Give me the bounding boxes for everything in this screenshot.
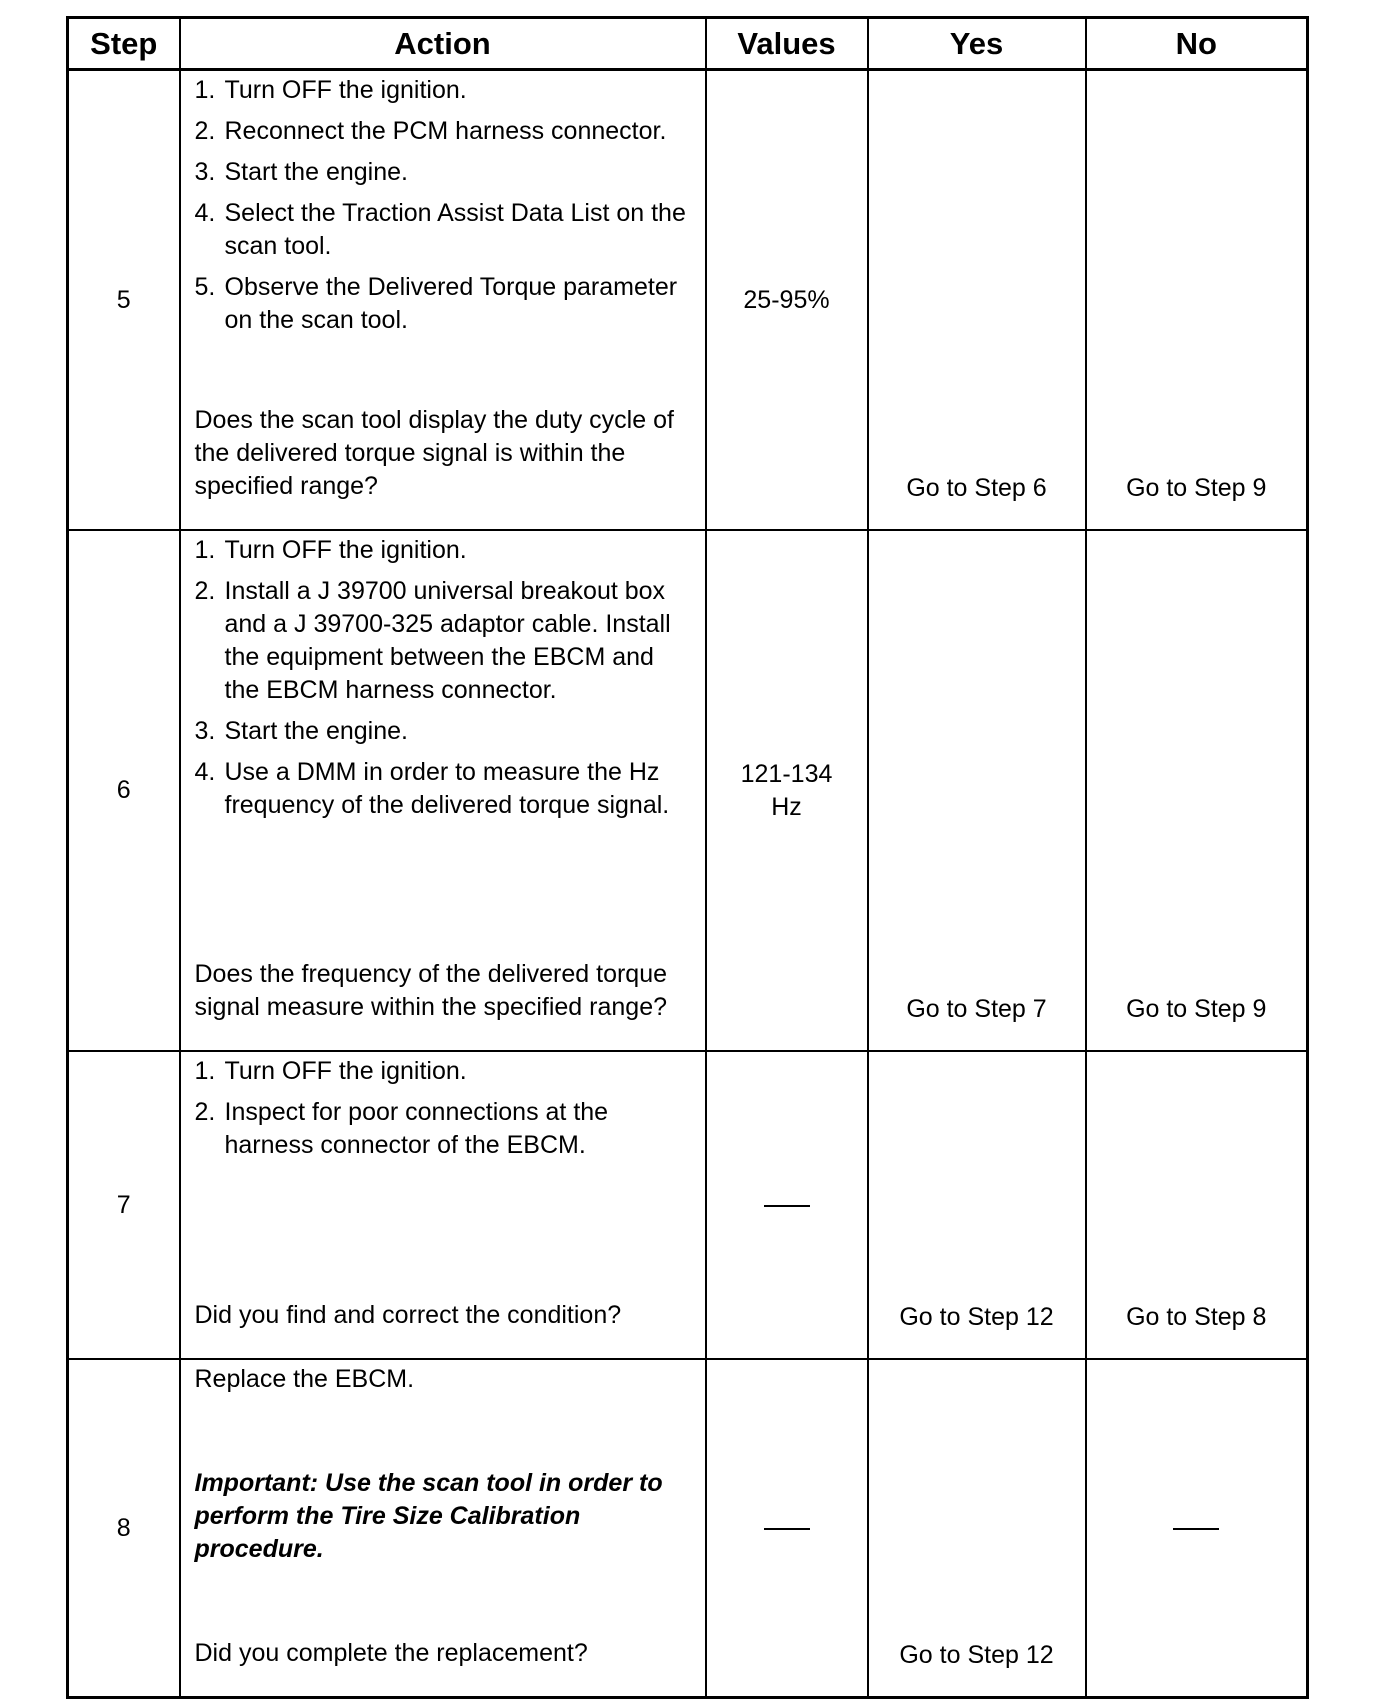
dash-placeholder: [1173, 1528, 1219, 1530]
no-cell: Go to Step 9: [1086, 530, 1308, 1051]
list-item: 2. Inspect for poor connections at the harness connector of the EBCM.: [194, 1098, 609, 1159]
step-number: 5: [68, 70, 180, 531]
header-values: Values: [706, 18, 868, 70]
list-item: 4. Use a DMM in order to measure the Hz frequency of the delivered torque signal.: [194, 758, 670, 819]
action-cell: [180, 70, 706, 531]
yes-cell: Go to Step 7: [868, 530, 1086, 1051]
list-item: 4. Select the Traction Assist Data List on the scan tool.: [194, 199, 686, 260]
list-item: 1. Turn OFF the ignition.: [194, 536, 467, 564]
list-item: 2. Reconnect the PCM harness connector.: [194, 117, 667, 145]
list-item: 5. Observe the Delivered Torque parameter on the scan tool.: [194, 273, 678, 334]
action-text: Replace the EBCM.: [194, 1365, 415, 1393]
header-action: Action: [180, 18, 706, 70]
header-step: Step: [68, 18, 180, 70]
value-line: 121-134: [740, 759, 833, 788]
important-note: Important: Use the scan tool in order to perform the Tire Size Calibration procedure.: [194, 1469, 663, 1563]
question-text: Did you find and correct the condition?: [194, 1301, 622, 1329]
table-row-step-8: [68, 1359, 1308, 1698]
dash-placeholder: [764, 1528, 810, 1530]
step-number: 7: [68, 1051, 180, 1359]
list-item: 1. Turn OFF the ignition.: [194, 76, 467, 104]
no-cell: [1086, 1359, 1308, 1698]
yes-cell: Go to Step 6: [868, 70, 1086, 531]
yes-cell: Go to Step 12: [868, 1359, 1086, 1698]
no-cell: Go to Step 8: [1086, 1051, 1308, 1359]
yes-cell: Go to Step 12: [868, 1051, 1086, 1359]
list-item: 2. Install a J 39700 universal breakout box and a J 39700-325 adaptor cable. Install the equipment between the EBCM and the EBCM harness connector.: [194, 577, 671, 704]
instruction-list: [195, 1055, 695, 1170]
header-no: No: [1086, 18, 1308, 70]
list-item: 3. Start the engine.: [194, 158, 408, 186]
question-text: Does the frequency of the delivered torque signal measure within the specified range?: [194, 960, 668, 1021]
diagnostic-table: [66, 16, 1309, 1699]
dash-placeholder: [764, 1205, 810, 1207]
action-cell: [180, 1359, 706, 1698]
instruction-list: [195, 74, 695, 345]
value-cell: [706, 530, 868, 1051]
step-number: 6: [68, 530, 180, 1051]
table-row-step-6: [68, 530, 1308, 1051]
list-item: 3. Start the engine.: [194, 717, 408, 745]
value-cell: [706, 1051, 868, 1359]
action-cell: [180, 1051, 706, 1359]
no-cell: Go to Step 9: [1086, 70, 1308, 531]
value-unit: Hz: [771, 792, 802, 821]
question-text: Does the scan tool display the duty cycle of the delivered torque signal is within the specified range?: [194, 406, 674, 500]
table-row-step-5: [68, 70, 1308, 531]
value-cell: 25-95%: [706, 70, 868, 531]
header-yes: Yes: [868, 18, 1086, 70]
action-cell: [180, 530, 706, 1051]
question-text: Did you complete the replacement?: [194, 1639, 588, 1667]
table-row-step-7: [68, 1051, 1308, 1359]
list-item: 1. Turn OFF the ignition.: [194, 1057, 467, 1085]
value-cell: [706, 1359, 868, 1698]
header-row: [68, 18, 1308, 70]
instruction-list: [195, 534, 695, 830]
step-number: 8: [68, 1359, 180, 1698]
